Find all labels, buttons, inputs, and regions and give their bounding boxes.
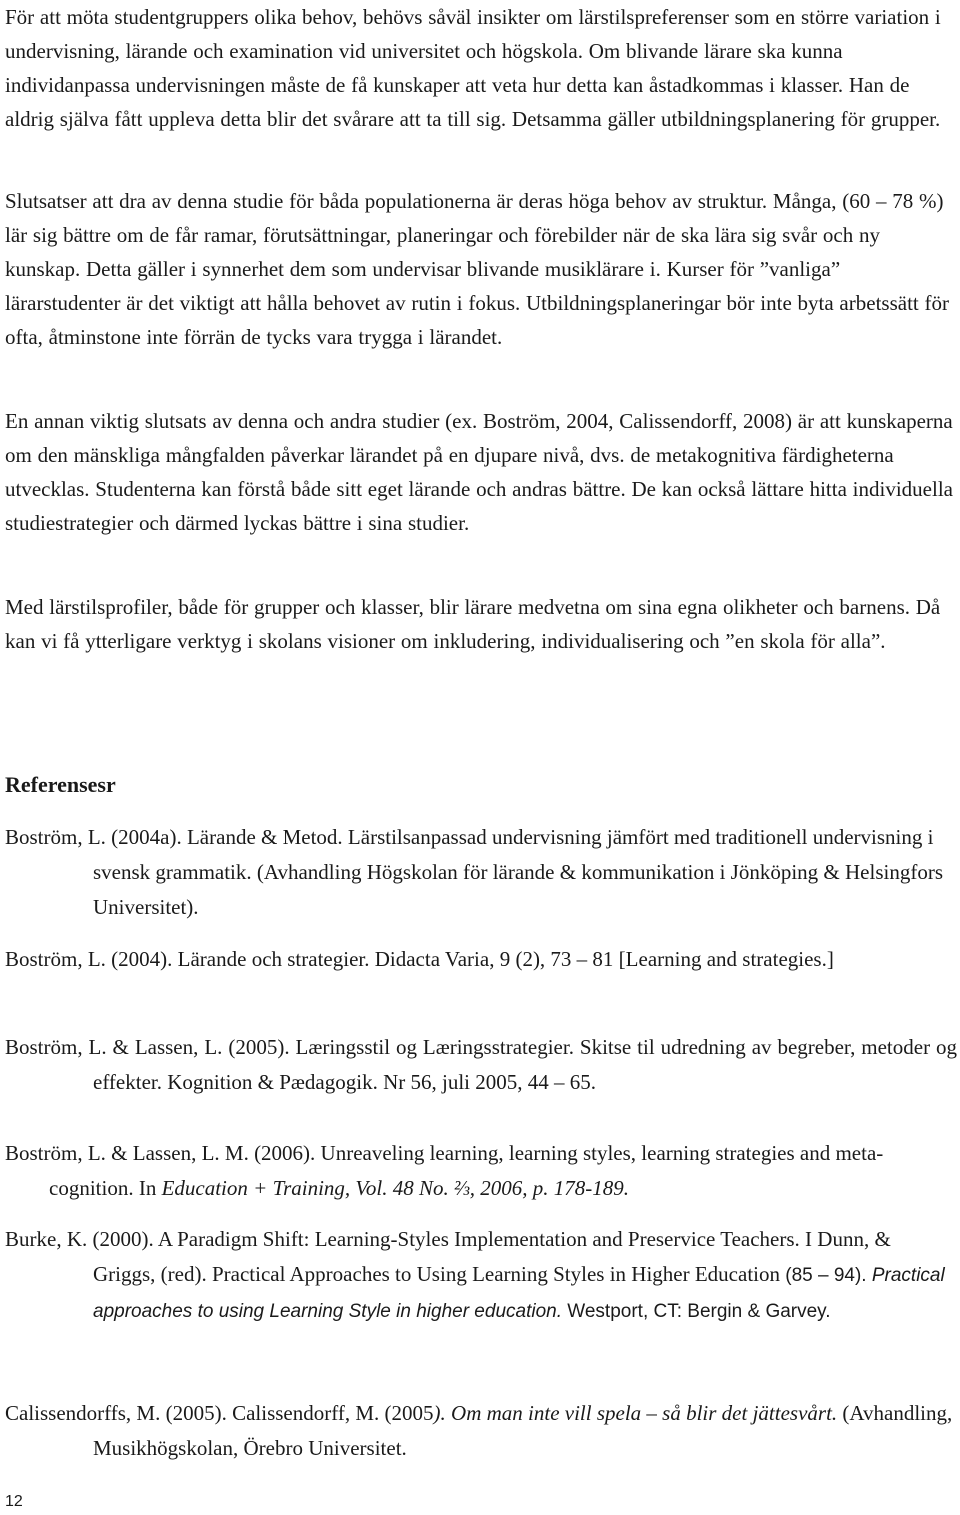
- reference-text: Boström, L. & Lassen, L. M. (2006). Unreaveling learning, learning styles, learning strategies and meta-cognition. In: [5, 1141, 884, 1200]
- reference-pages: (85 – 94).: [785, 1265, 872, 1286]
- reference-bostrom-2004: Boström, L. (2004). Lärande och strategier. Didacta Varia, 9 (2), 73 – 81 [Learning and strategies.]: [5, 947, 834, 971]
- paragraph-4: Med lärstilsprofiler, både för grupper och klasser, blir lärare medvetna om sina egna olikheter och barnens. Då kan vi få ytterligare verktyg i skolans visioner om inkludering, individualisering och ”en skola för alla”.: [5, 595, 941, 653]
- reference-text: Calissendorffs, M. (2005). Calissendorff, M. (2005: [5, 1401, 434, 1425]
- reference-bostrom-lassen-2005: Boström, L. & Lassen, L. (2005). Læringsstil og Læringsstrategier. Skitse til udredning av begreber, metoder og effekter. Kognition & Pædagogik. Nr 56, juli 2005, 44 – 65.: [5, 1035, 957, 1094]
- paragraph-2: Slutsatser att dra av denna studie för båda populationerna är deras höga behov av struktur. Många, (60 – 78 %) lär sig bättre om de får ramar, förutsättningar, planeringar och förebilder när de ska lära sig svår och ny kunskap. Detta gäller i synnerhet dem som undervisar blivande musiklärare i. Kurser för ”vanliga” lärarstudenter är det viktigt att hålla behovet av rutin i fokus. Utbildningsplaneringar bör inte byta arbetssätt för ofta, åtminstone inte förrän de tycks vara trygga i lärandet.: [5, 189, 949, 349]
- reference-calissendorff-2005: [5, 1396, 957, 1466]
- references-heading: Referensesr: [5, 772, 116, 797]
- reference-italic-title: ). Om man inte vill spela – så blir det jättesvårt.: [433, 1401, 838, 1425]
- page-number: 12: [5, 1493, 23, 1510]
- reference-italic-source: Education + Training, Vol. 48 No. ⅔, 2006, p. 178-189.: [161, 1176, 630, 1200]
- reference-text: Burke, K. (2000). A Paradigm Shift: Learning-Styles Implementation and Preservice Teachers. I Dunn, & Griggs, (red). Practical Approaches to Using Learning Styles in Higher Education: [5, 1227, 891, 1286]
- reference-bostrom-lassen-2006: [5, 1136, 957, 1206]
- reference-note: (Avhandling, Musikhögskolan, Örebro Universitet.: [93, 1401, 953, 1460]
- paragraph-1: För att möta studentgruppers olika behov, behövs såväl insikter om lärstilspreferenser som en större variation i undervisning, lärande och examination vid universitet och högskola. Om blivande lärare ska kunna individanpassa undervisningen måste de få kunskaper att veta hur detta kan åstadkommas i klasser. Han de aldrig själva fått uppleva detta blir det svårare att ta till sig. Detsamma gäller utbildningsplanering för grupper.: [5, 5, 941, 131]
- reference-italic-source: Practical approaches to using Learning Style in higher education.: [93, 1265, 945, 1322]
- reference-bostrom-2004a: Boström, L. (2004a). Lärande & Metod. Lärstilsanpassad undervisning jämfört med traditionell undervisning i svensk grammatik. (Avhandling Högskolan för lärande & kommunikation i Jönköping & Helsingfors Universitet).: [5, 825, 943, 919]
- paragraph-3: En annan viktig slutsats av denna och andra studier (ex. Boström, 2004, Calissendorff, 2008) är att kunskaperna om den mänskliga mångfalden påverkar lärandet på en djupare nivå, dvs. de metakognitiva färdigheterna utvecklas. Studenterna kan förstå både sitt eget lärande och andras bättre. De kan också lättare hitta individuella studiestrategier och därmed lyckas bättre i sina studier.: [5, 409, 953, 535]
- reference-publisher: Westport, CT: Bergin & Garvey.: [562, 1301, 831, 1322]
- reference-burke-2000: [5, 1222, 957, 1329]
